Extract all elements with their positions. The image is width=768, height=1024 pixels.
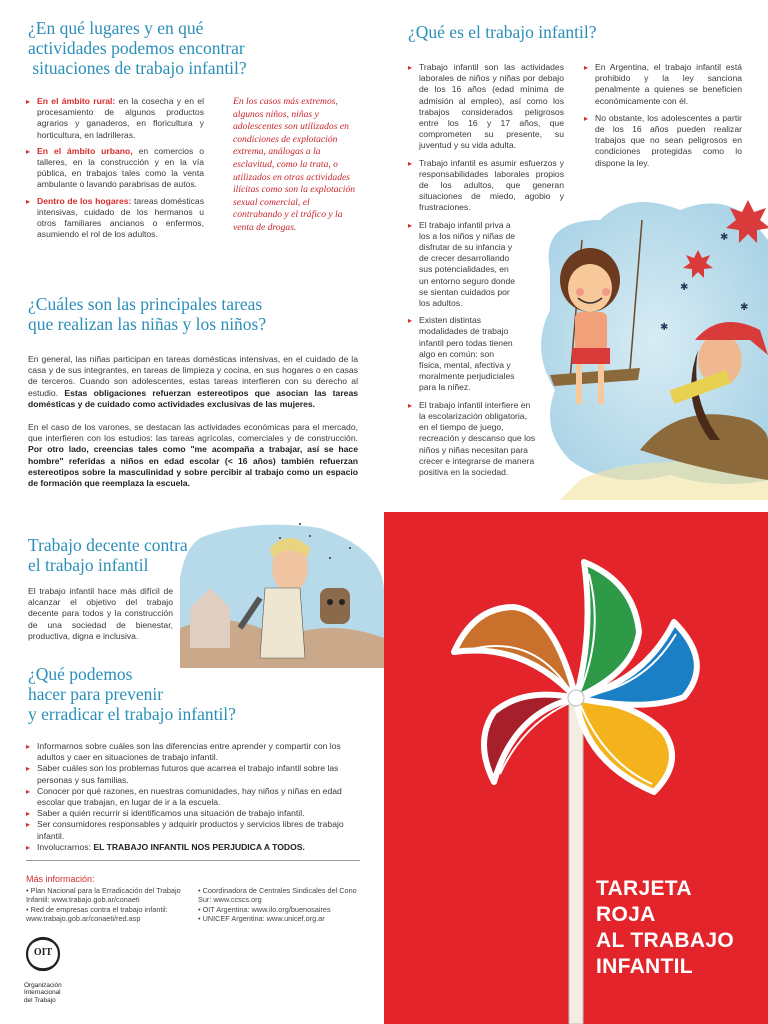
cover-title-line: AL TRABAJO [596,929,734,952]
list-item: ▸ Existen distintas modalidades de trabajo infantil pero todas tienen algo en común: son física, mental, afectiva y moralmente perjudiciales para la niñez. [408,315,518,393]
worker-illustration [180,518,384,668]
what-list-right [584,62,742,169]
ilo-mark: OIT [33,947,53,958]
girl-on-swing-illustration [520,180,768,500]
extreme-cases-note: En los casos más extremos, algunos niños, niñas y adolescentes son utilizados en condiciones de explotación extrema, análogas a la esclavitud, como la trata, o utilizados en otras actividades ilícitas como son la explotación sexual comercial, el contrabando y el tráfico y la venta de drogas. [233,96,356,233]
info-line: • UNICEF Argentina: www.unicef.org.ar [198,914,325,924]
info-line: • Plan Nacional para la Erradicación del Trabajo Infantil: www.trabajo.gob.ar/conaeti [26,886,181,905]
section-decent-work-title: Trabajo decente contra el trabajo infantil [28,535,188,575]
where-list [26,96,204,240]
svg-text:✱: ✱ [740,302,749,313]
tasks-paragraph-girls: En general, las niñas participan en tareas domésticas intensivas, en el cuidado de la casa y de sus integrantes, en tareas de limpieza y cocina, en sus hogares o en casas de terceros. Cuando son adolescentes, estas tareas interfieren con su derecho al estudio. Estas obligaciones refuerzan estereotipos que asocian las tareas domésticas y de cuidado como actividades exclusivas de las mujeres. [28,354,358,409]
cover-title-line: INFANTIL [596,955,693,978]
list-item: ▸ El trabajo infantil priva a los a los niños y niñas de disfrutar de su infancia y de crecer desarrollando sus potencialidades, en un entorno seguro donde se sientan cuidados por los adultos. [408,220,518,310]
decent-work-text: El trabajo infantil hace más difícil de alcanzar el objetivo del trabajo decente para todos y la construcción de una sociedad de bienestar, productiva, digna e inclusiva. [28,586,173,641]
more-info-title: Más información: [26,874,95,884]
cover-title-line: ROJA [596,903,656,926]
info-line: • Red de empresas contra el trabajo infantil: www.trabajo.gob.ar/conaeti/red.asp [26,904,168,924]
section-where [28,18,368,78]
list-item: ▸ Dentro de los hogares: tareas domésticas intensivas, cuidado de los hermanos u otros familiares ancianos o enfermos, asumiendo el rol de los adultos. [26,196,204,241]
section-where-title: ¿En qué lugares y en qué actividades podemos encontrar situaciones de trabajo infantil? [28,18,247,78]
list-item: ▸ En el ámbito rural: en la cosecha y en el procesamiento de algunos productos agrarios y ganaderos, en floricultura y horticultura, en ladrilleras. [26,96,204,141]
more-info-left [26,886,196,924]
section-what-title: ¿Qué es el trabajo infantil? [408,22,597,42]
svg-text:✱: ✱ [680,282,689,293]
list-item: ▸ Saber a quién recurrir si identificamos una situación de trabajo infantil. [26,808,362,819]
list-item: ▸ Trabajo infantil es asumir esfuerzos y responsabilidades laborales propios de los adultos, que generan situaciones de miedo, agobio y frustraciones. [408,158,564,214]
info-line: • OIT Argentina: www.ilo.org/buenosaires [198,904,331,914]
tasks-paragraph-boys: En el caso de los varones, se destacan las actividades económicas para el mercado, que interfieren con los estudios: las tareas agrícolas, comerciales y de construcción. Por otro lado, creencias tales como "me acompaña a trabajar, así se hace hombre" referidas a niños en edad escolar (< 16 años) también refuerzan estereotipos sobre la masculinidad y sobre percibir al trabajo como un espacio de formación que reemplaza la escuela. [28,422,358,489]
list-item: ▸ En el ámbito urbano, en comercios o talleres, en la construcción y en la vía pública, en trabajos tales como la venta ambulante o lavando parabrisas de autos. [26,146,204,191]
svg-text:✱: ✱ [660,322,669,333]
list-item: ▸ Conocer por qué razones, en nuestras comunidades, hay niños y niñas en edad escolar que trabajan, en lugar de ir a la escuela. [26,786,362,808]
section-prevent-title: ¿Qué podemos hacer para prevenir y erradicar el trabajo infantil? [28,664,236,724]
info-line: • Coordinadora de Centrales Sindicales del Cono Sur: www.ccscs.org [198,886,357,905]
ilo-name: Organización Internacional del Trabajo [24,982,62,1004]
list-item: ▸ Trabajo infantil son las actividades laborales de niños y niñas por debajo de los 16 años (edad mínima de admisión al empleo), así como los trabajos considerados peligrosos entre los 16 y 17 años, que comprometen su presente, su juventud y su vida adulta. [408,62,564,152]
section-tasks-title: ¿Cuáles son las principales tareas que realizan las niñas y los niños? [28,294,267,334]
list-item: ▸ Saber cuáles son los problemas futuros que acarrea el trabajo infantil sobre las personas y sus familias. [26,763,362,785]
svg-text:✱: ✱ [720,232,729,243]
cover-title [596,876,734,980]
list-item: ▸ Informarnos sobre cuáles son las diferencias entre aprender y compartir con los adultos y caer en situaciones de trabajo infantil. [26,741,362,763]
divider [26,860,360,861]
prevent-list [26,741,362,853]
list-item: ▸ En Argentina, el trabajo infantil está prohibido y la ley sanciona penalmente a quienes se beneficien económicamente con él. [584,62,742,107]
cover-title-line: TARJETA [596,877,692,900]
more-info-right [198,886,362,924]
ilo-logo [24,936,84,1004]
list-item: ▸ Ser consumidores responsables y adquirir productos y servicios libres de trabajo infantil. [26,819,362,841]
list-item: ▸ El trabajo infantil interfiere en la escolarización obligatoria, en el tiempo de juego, recreación y descanso que los niños y niñas necesitan para crecer e integrarse de manera positiva en la sociedad. [408,400,538,478]
list-item: ▸ No obstante, los adolescentes a partir de los 16 años pueden realizar trabajos que no sean peligrosos en condiciones protegidas como lo dispone la ley. [584,113,742,169]
list-item: ▸ Involucrarnos: EL TRABAJO INFANTIL NOS PERJUDICA A TODOS. [26,842,362,853]
